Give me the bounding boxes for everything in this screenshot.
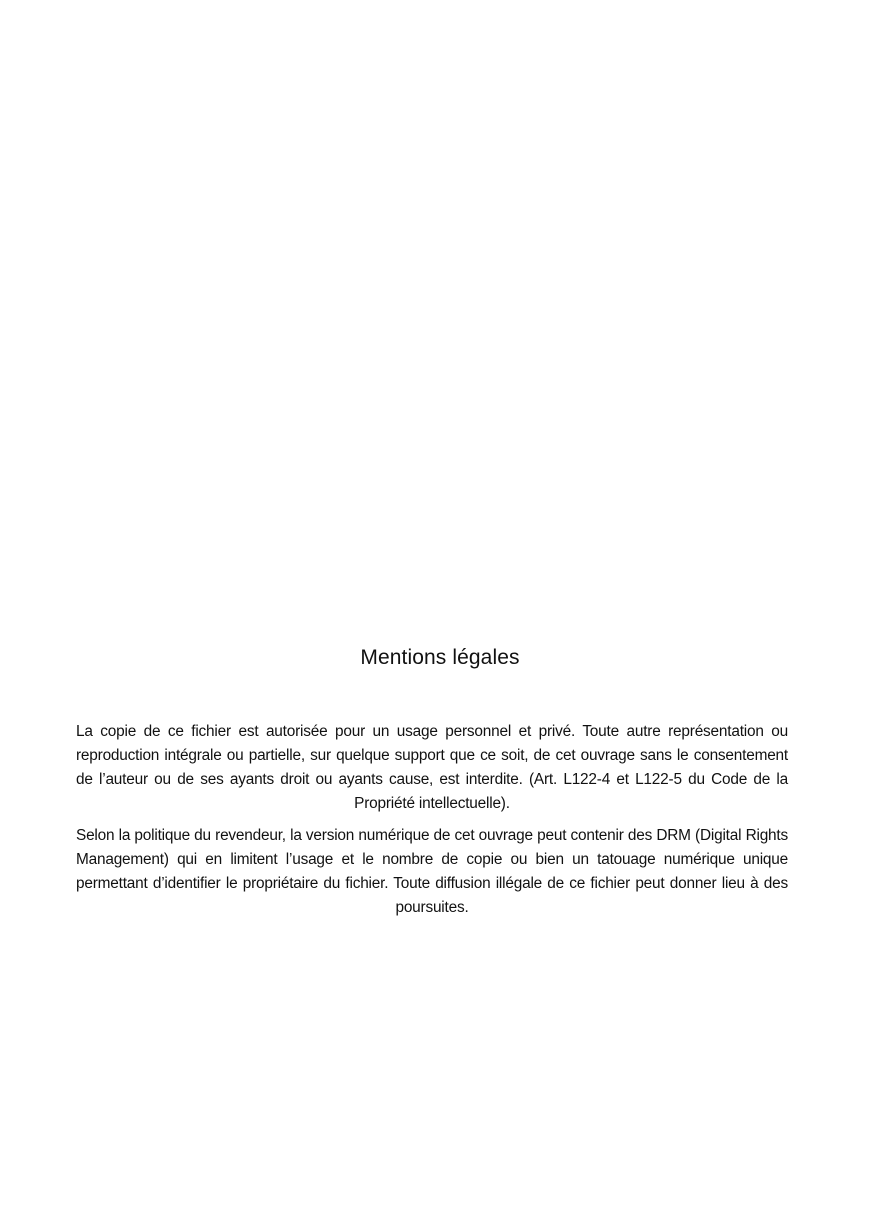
copyright-paragraph: La copie de ce fichier est autorisée pour un usage personnel et privé. Toute autre représentation ou reproduction intégrale ou partielle, sur quelque support que ce soit, de cet ouvrage sans le consentement de l’auteur ou de ses ayants droit ou ayants cause, est interdite. (Art. L122-4 et L122-5 du Code de la Propriété intellectuelle). <box>76 723 788 812</box>
page-title: Mentions légales <box>360 646 520 669</box>
drm-paragraph: Selon la politique du revendeur, la version numérique de cet ouvrage peut contenir des DRM (Digital Rights Management) qui en limitent l’usage et le nombre de copie ou bien un tatouage numérique unique permettant d’identifier le propriétaire du fichier. Toute diffusion illégale de ce fichier peut donner lieu à des poursuites. <box>76 827 788 916</box>
